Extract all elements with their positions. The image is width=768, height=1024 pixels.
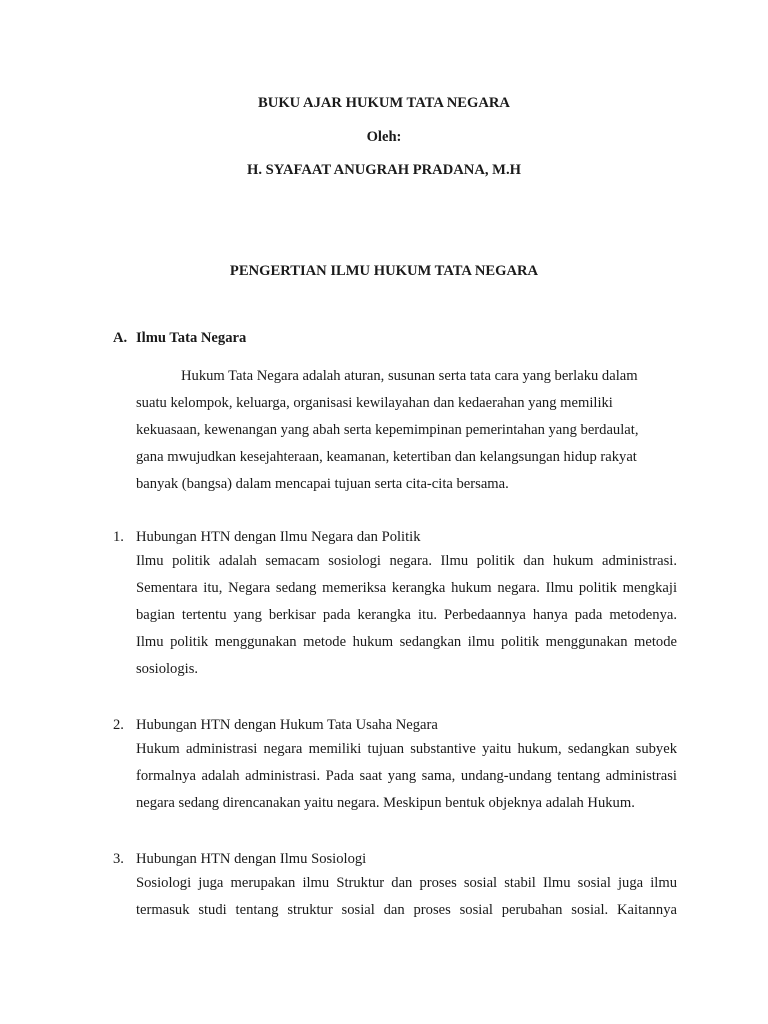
paragraph-line: Sosiologi juga merupakan ilmu Struktur dan proses sosial stabil Ilmu sosial juga ilmu: [136, 875, 677, 891]
section-a-heading: Ilmu Tata Negara: [136, 330, 247, 346]
paragraph-line: Ilmu politik adalah semacam sosiologi negara. Ilmu politik dan hukum administrasi.: [136, 553, 677, 569]
item-2-number: 2.: [113, 717, 124, 733]
chapter-title: PENGERTIAN ILMU HUKUM TATA NEGARA: [229, 263, 539, 279]
item-1-paragraph: [136, 550, 677, 685]
item-1-title: Hubungan HTN dengan Ilmu Negara dan Politik: [136, 529, 421, 545]
item-1-number: 1.: [113, 529, 124, 545]
paragraph-line: bagian tertentu yang berkisar pada kerangka itu. Perbedaannya hanya pada metodenya.: [136, 607, 677, 623]
item-2-title: Hubungan HTN dengan Hukum Tata Usaha Negara: [136, 717, 438, 733]
book-title: BUKU AJAR HUKUM TATA NEGARA: [258, 95, 510, 111]
paragraph-line: negara sedang direncanakan yaitu negara. Meskipun bentuk objeknya adalah Hukum.: [136, 795, 635, 811]
section-a-marker: A.: [113, 330, 128, 346]
paragraph-line: gana mwujudkan kesejahteraan, keamanan, ketertiban dan kelangsungan hidup rakyat: [136, 449, 637, 465]
paragraph-line: Ilmu politik menggunakan metode hukum sedangkan ilmu politik menggunakan metode: [136, 634, 677, 650]
item-3-paragraph: [136, 872, 677, 926]
section-a-paragraph: [136, 365, 677, 500]
item-3-title: Hubungan HTN dengan Ilmu Sosiologi: [136, 851, 367, 867]
paragraph-line: Sementara itu, Negara sedang memeriksa kerangka hukum negara. Ilmu politik mengkaji: [136, 580, 677, 596]
paragraph-line: Hukum Tata Negara adalah aturan, susunan serta tata cara yang berlaku dalam: [181, 368, 638, 384]
by-label: Oleh:: [366, 129, 402, 145]
author-name: H. SYAFAAT ANUGRAH PRADANA, M.H: [247, 162, 521, 178]
paragraph-line: Hukum administrasi negara memiliki tujuan substantive yaitu hukum, sedangkan subyek: [136, 741, 677, 757]
item-2-paragraph: [136, 738, 677, 819]
paragraph-line: formalnya adalah administrasi. Pada saat yang sama, undang-undang tentang administrasi: [136, 768, 677, 784]
paragraph-line: termasuk studi tentang struktur sosial dan proses sosial perubahan sosial. Kaitannya: [136, 902, 677, 918]
paragraph-line: sosiologis.: [136, 661, 199, 677]
item-3-number: 3.: [113, 851, 124, 867]
paragraph-line: suatu kelompok, keluarga, organisasi kewilayahan dan kedaerahan yang memiliki: [136, 395, 613, 411]
paragraph-line: banyak (bangsa) dalam mencapai tujuan serta cita-cita bersama.: [136, 476, 509, 492]
paragraph-line: kekuasaan, kewenangan yang abah serta kepemimpinan pemerintahan yang berdaulat,: [136, 422, 639, 438]
